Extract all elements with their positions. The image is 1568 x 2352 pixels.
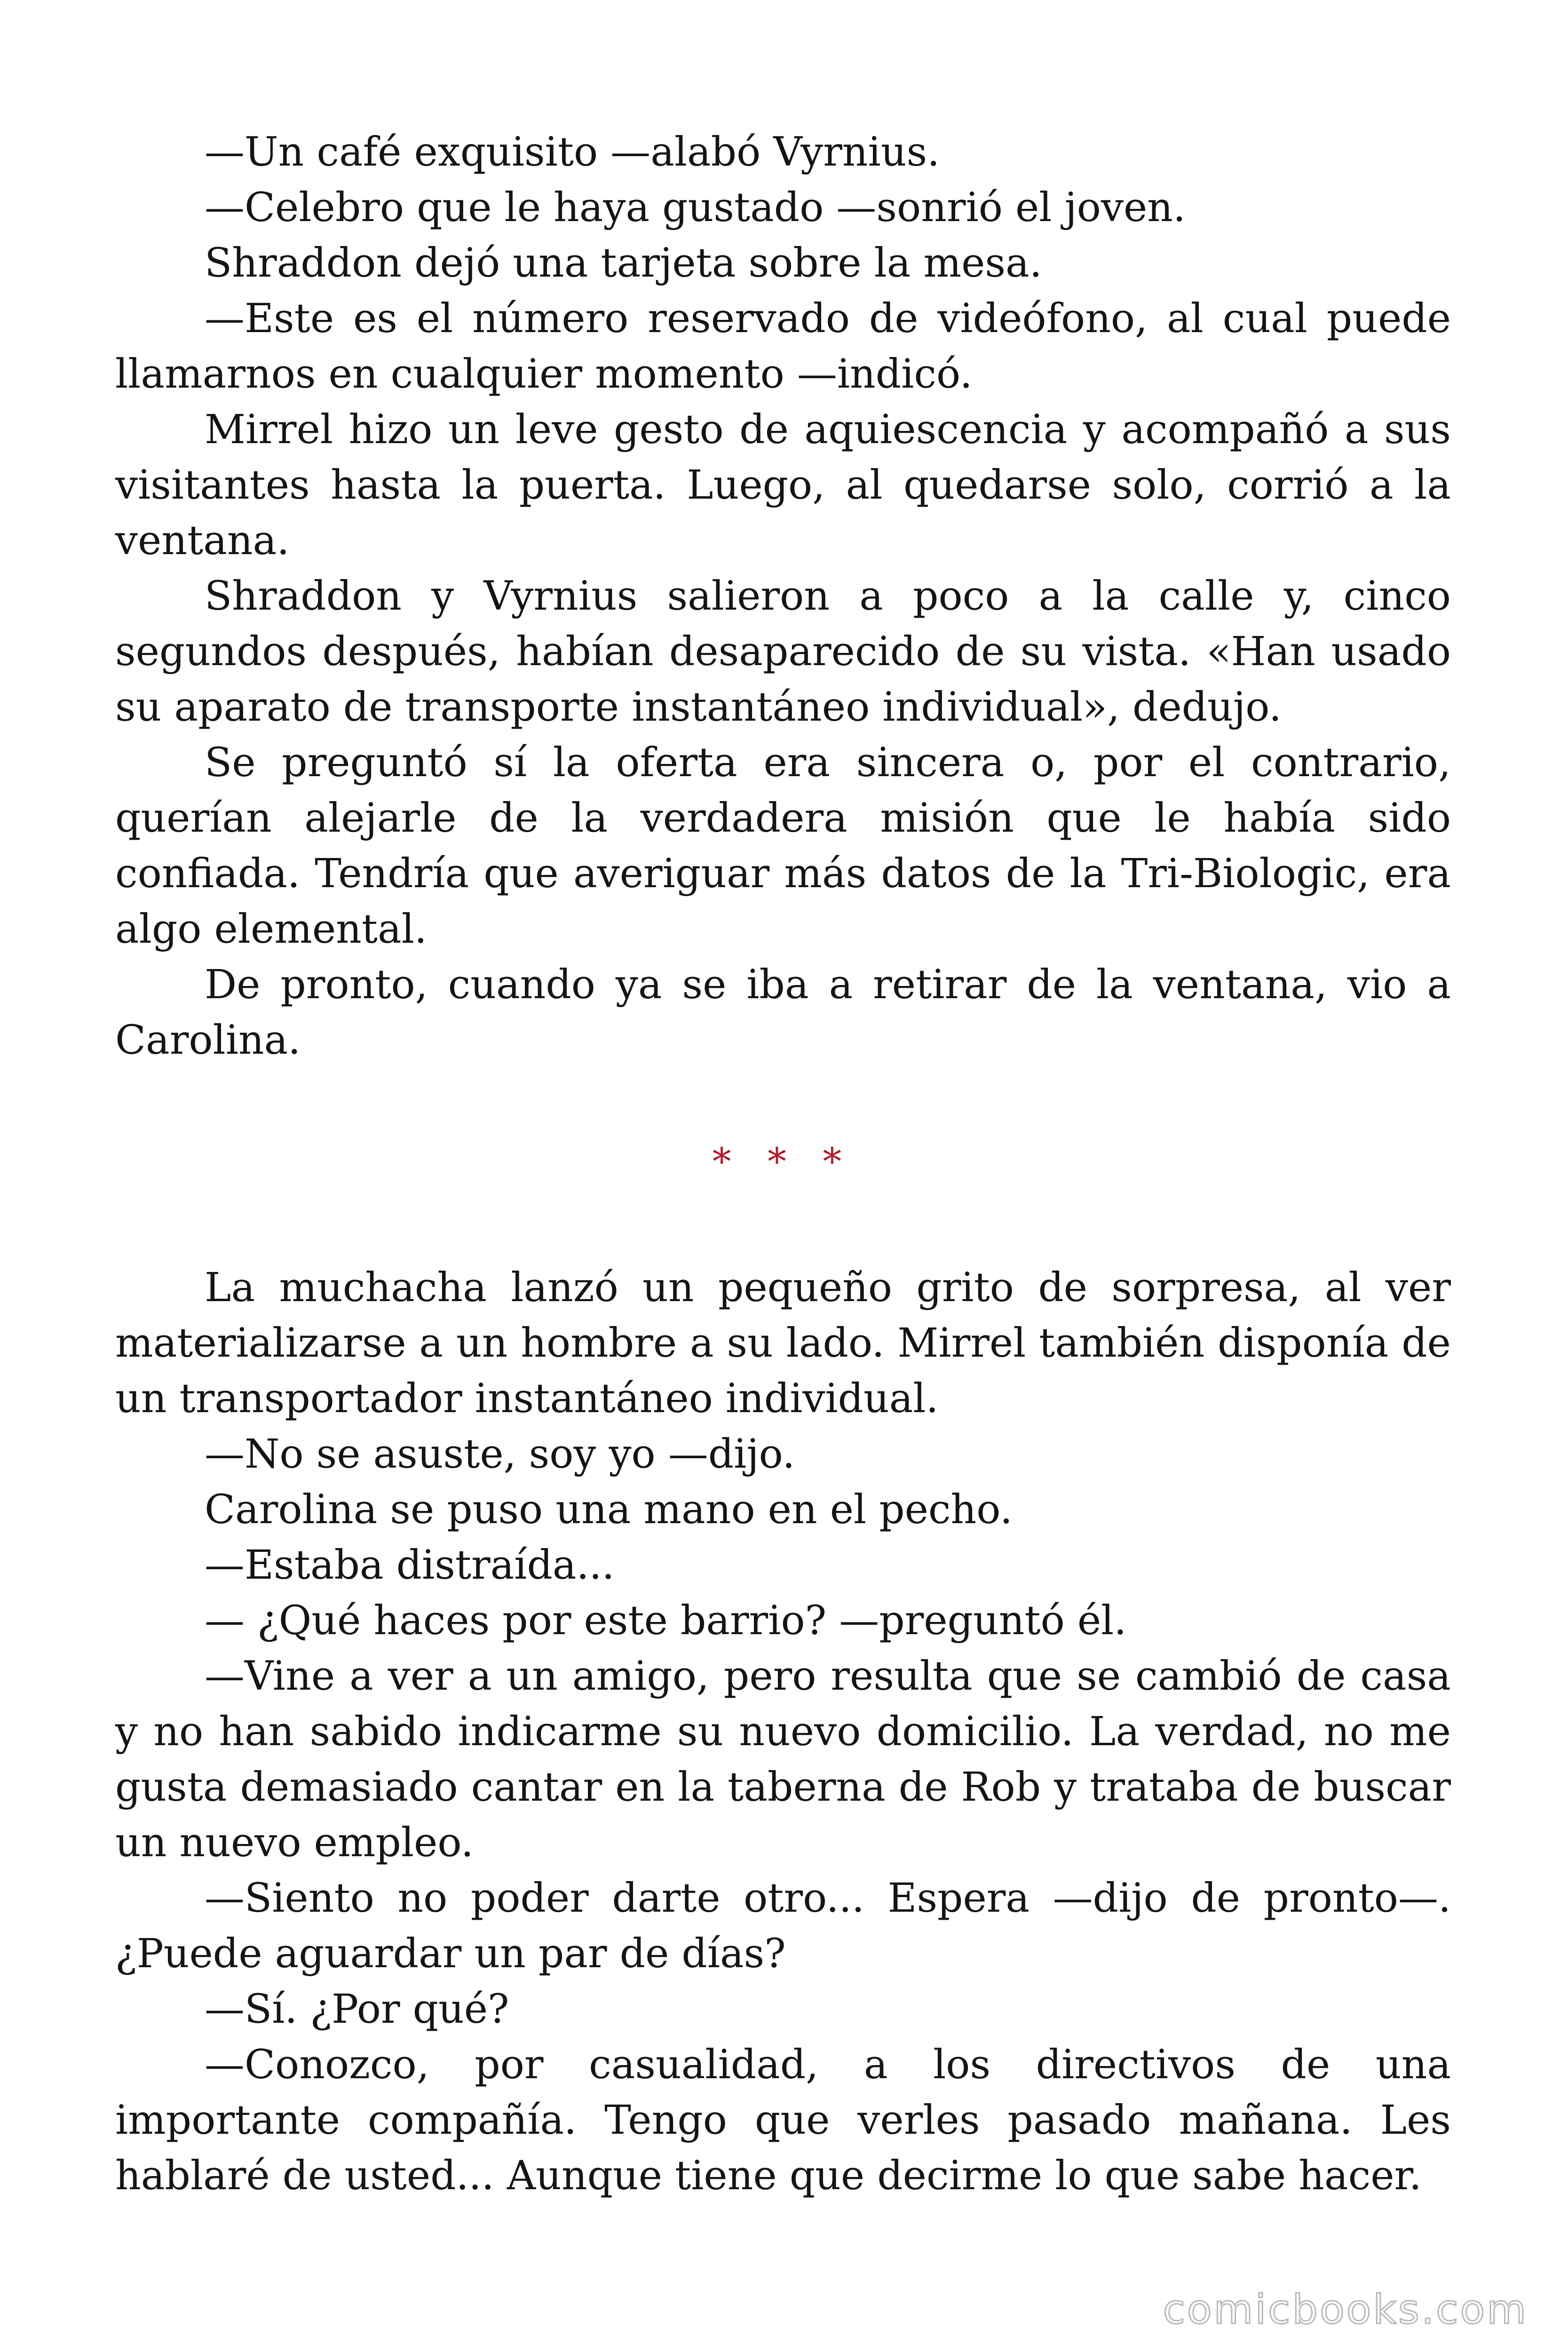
paragraph: —Sí. ¿Por qué? xyxy=(205,1986,509,2033)
section-separator: * * * xyxy=(712,1140,854,1184)
paragraph: —Siento no poder darte otro... Espera —dijo de pronto—. ¿Puede aguardar un par de días? xyxy=(115,1875,1451,1977)
watermark: comicbooks.com xyxy=(1163,2286,1528,2333)
paragraph: Mirrel hizo un leve gesto de aquiescencia y acompañó a sus visitantes hasta la puerta. Luego, al quedarse solo, corrió a la ventana. xyxy=(115,406,1451,564)
book-page xyxy=(115,125,1451,2204)
paragraph: —Celebro que le haya gustado —sonrió el joven. xyxy=(205,184,1186,231)
paragraph: Carolina se puso una mano en el pecho. xyxy=(205,1486,1013,1533)
paragraph: —Conozco, por casualidad, a los directivos de una importante compañía. Tengo que verles pasado mañana. Les hablaré de usted... Aunque tiene que decirme lo que sabe hacer. xyxy=(115,2042,1451,2199)
text-section-1 xyxy=(115,125,1451,1068)
paragraph: Shraddon y Vyrnius salieron a poco a la calle y, cinco segundos después, habían desaparecido de su vista. «Han usado su aparato de transporte instantáneo individual», dedujo. xyxy=(115,573,1451,731)
paragraph: Se preguntó sí la oferta era sincera o, por el contrario, querían alejarle de la verdadera misión que le había sido confiada. Tendría que averiguar más datos de la Tri-Biologic, era algo elemental. xyxy=(115,739,1451,953)
paragraph: —Vine a ver a un amigo, pero resulta que se cambió de casa y no han sabido indicarme su nuevo domicilio. La verdad, no me gusta demasiado cantar en la taberna de Rob y trataba de buscar un nuevo empleo. xyxy=(115,1653,1451,1866)
paragraph: —Este es el número reservado de videófono, al cual puede llamarnos en cualquier momento —indicó. xyxy=(115,295,1451,397)
paragraph: —Estaba distraída... xyxy=(205,1542,615,1589)
paragraph: —Un café exquisito —alabó Vyrnius. xyxy=(205,129,940,175)
paragraph: —No se asuste, soy yo —dijo. xyxy=(205,1431,795,1478)
paragraph: Shraddon dejó una tarjeta sobre la mesa. xyxy=(205,240,1042,286)
text-section-2 xyxy=(115,1260,1451,2204)
paragraph: De pronto, cuando ya se iba a retirar de la ventana, vio a Carolina. xyxy=(115,961,1451,1064)
paragraph: — ¿Qué haces por este barrio? —preguntó él. xyxy=(205,1597,1127,1644)
paragraph: La muchacha lanzó un pequeño grito de sorpresa, al ver materializarse a un hombre a su lado. Mirrel también disponía de un transportador instantáneo individual. xyxy=(115,1264,1451,1422)
